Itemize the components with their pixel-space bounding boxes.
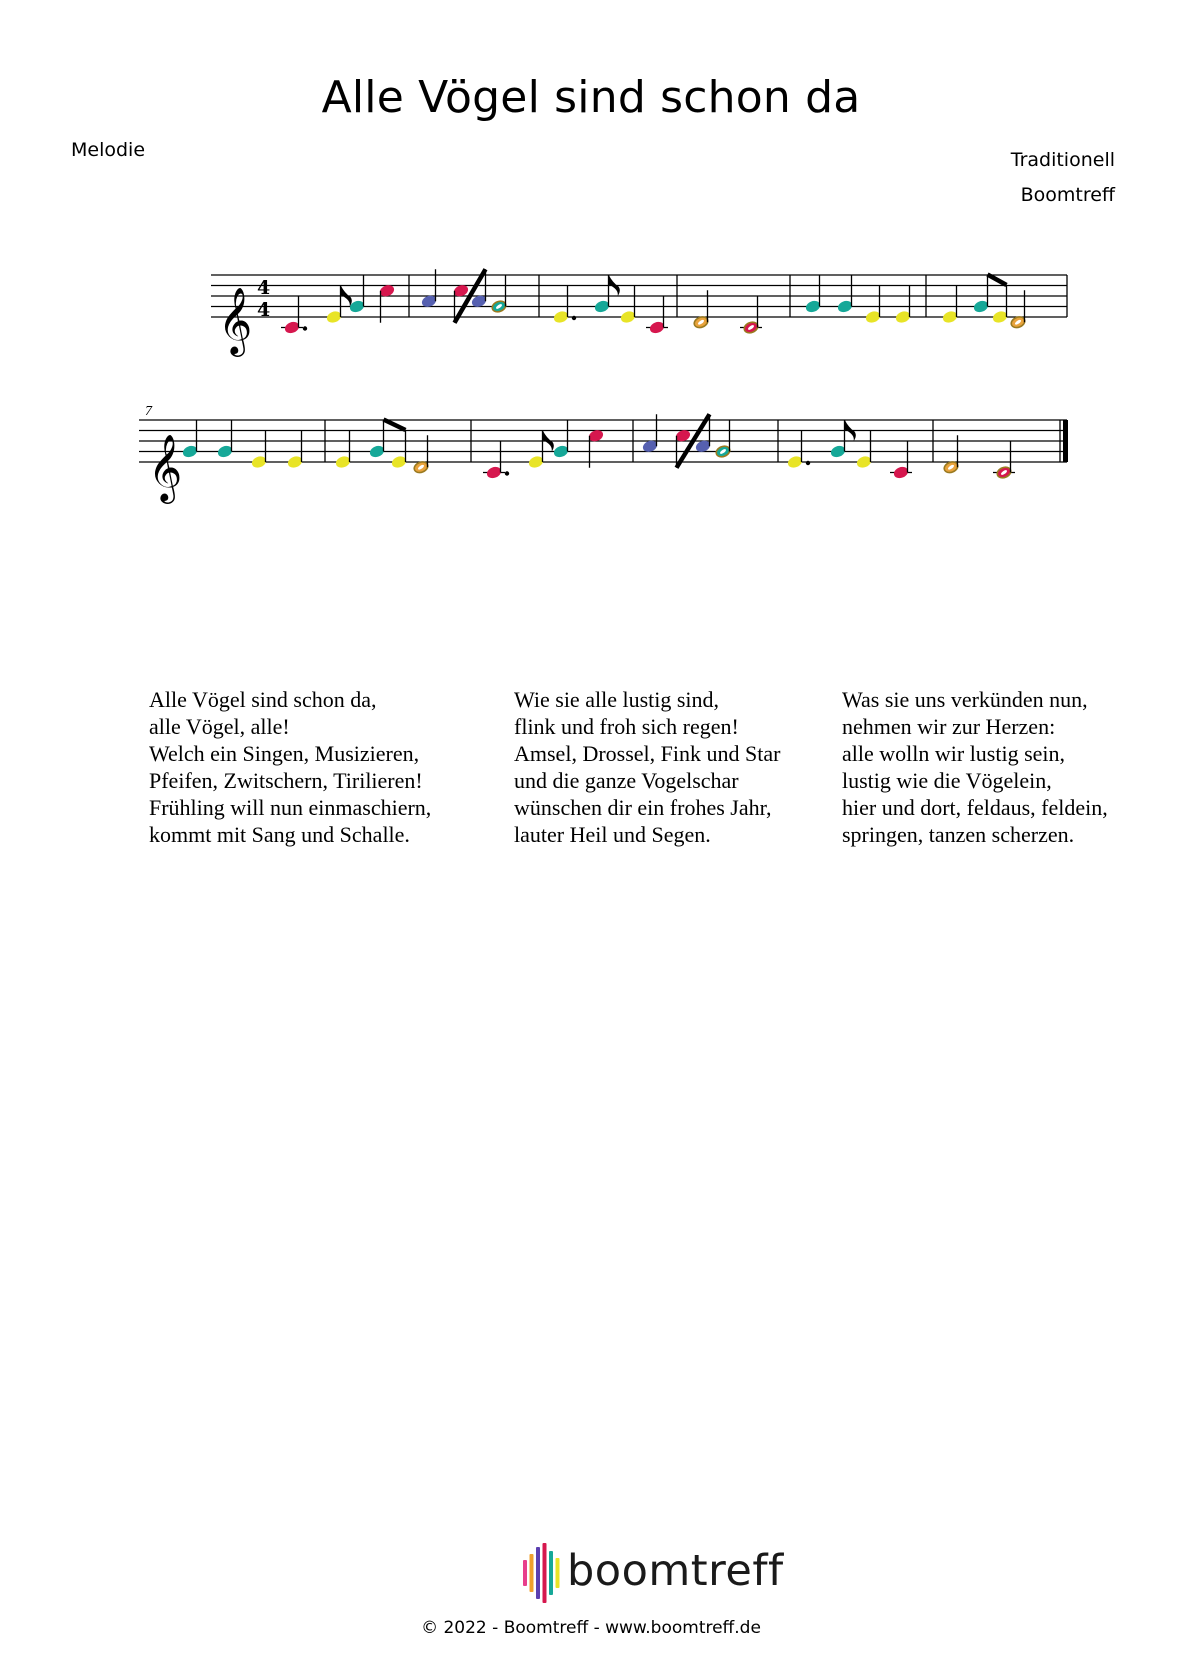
note (391, 430, 408, 469)
note (483, 441, 509, 480)
lyric-line: Frühling will nun einmaschiern, (149, 795, 432, 820)
note (865, 285, 882, 324)
lyric-line: Amsel, Drossel, Fink und Star (514, 741, 781, 766)
svg-text:𝄞: 𝄞 (148, 433, 183, 501)
lyric-line: nehmen wir zur Herzen: (842, 714, 1056, 739)
lyric-line: flink und froh sich regen! (514, 714, 739, 739)
note (830, 420, 856, 459)
lyric-line: Alle Vögel sind schon da, (149, 687, 377, 712)
note (856, 430, 873, 469)
music-score (0, 0, 1182, 540)
note (787, 430, 811, 469)
measure-number: 7 (145, 404, 152, 419)
note (281, 296, 307, 335)
note (491, 275, 508, 314)
page-title: Alle Vögel sind schon da (321, 72, 861, 123)
lyric-line: lustig wie die Vögelein, (842, 768, 1052, 793)
treble-clef-icon (218, 286, 252, 357)
note (335, 430, 352, 469)
note (895, 285, 912, 324)
staff-system-2 (139, 414, 1068, 480)
dot (505, 471, 509, 475)
note (992, 285, 1009, 324)
time-signature-top: 4 (257, 277, 271, 299)
note (993, 441, 1015, 480)
dot (806, 461, 810, 465)
dot (572, 316, 576, 320)
copyright: © 2022 - Boomtreff - www.boomtreff.de (421, 1618, 761, 1638)
note (349, 275, 366, 314)
note (805, 275, 822, 314)
note (553, 285, 577, 324)
logo-bar (536, 1547, 540, 1599)
logo-bar (530, 1554, 534, 1592)
note-beam (384, 420, 406, 431)
verse-1 (149, 686, 431, 848)
boomtreff-logo (521, 1543, 784, 1603)
lyric-line: alle Vögel, alle! (149, 714, 290, 739)
note (715, 420, 732, 459)
note (740, 296, 762, 335)
time-signature-bottom: 4 (257, 299, 271, 321)
dot (303, 326, 307, 330)
lyric-line: kommt mit Sang und Schalle. (149, 822, 410, 847)
note (646, 296, 668, 335)
composer-line-2: Boomtreff (1020, 184, 1115, 206)
treble-clef-icon (148, 433, 182, 504)
lyric-line: hier und dort, feldaus, feldein, (842, 795, 1108, 820)
note (890, 441, 912, 480)
logo-bars-icon (521, 1543, 565, 1603)
note (326, 285, 352, 324)
logo-bar (523, 1560, 527, 1586)
note (251, 430, 268, 469)
note (942, 285, 959, 324)
lyric-line: Was sie uns verkünden nun, (842, 687, 1088, 712)
logo-text: boomtreff (567, 1546, 784, 1596)
note (217, 420, 234, 459)
note (553, 420, 570, 459)
lyric-line: wünschen dir ein frohes Jahr, (514, 795, 772, 820)
composer-line-1: Traditionell (1010, 149, 1115, 171)
note (973, 275, 990, 314)
logo-bar (543, 1543, 547, 1603)
lyric-line: Wie sie alle lustig sind, (514, 687, 720, 712)
lyric-line: Welch ein Singen, Musizieren, (149, 741, 420, 766)
final-bar-line (1063, 420, 1068, 462)
note (287, 430, 304, 469)
melody-label: Melodie (71, 139, 146, 161)
verse-3 (842, 686, 1108, 848)
note (594, 275, 620, 314)
lyric-line: alle wolln wir lustig sein, (842, 741, 1066, 766)
note (528, 430, 554, 469)
staff-system-1 (211, 269, 1067, 335)
note (620, 285, 637, 324)
logo-bar (549, 1551, 553, 1595)
note (182, 420, 199, 459)
logo-bar (556, 1558, 560, 1588)
lyric-line: und die ganze Vogelschar (514, 768, 739, 793)
svg-text:𝄞: 𝄞 (218, 286, 253, 354)
verse-2 (514, 686, 780, 848)
lyric-line: lauter Heil und Segen. (514, 822, 711, 847)
note-beam (988, 275, 1007, 286)
note (369, 420, 386, 459)
lyric-line: springen, tanzen scherzen. (842, 822, 1075, 847)
lyric-line: Pfeifen, Zwitschern, Tirilieren! (149, 768, 423, 793)
note (837, 275, 854, 314)
